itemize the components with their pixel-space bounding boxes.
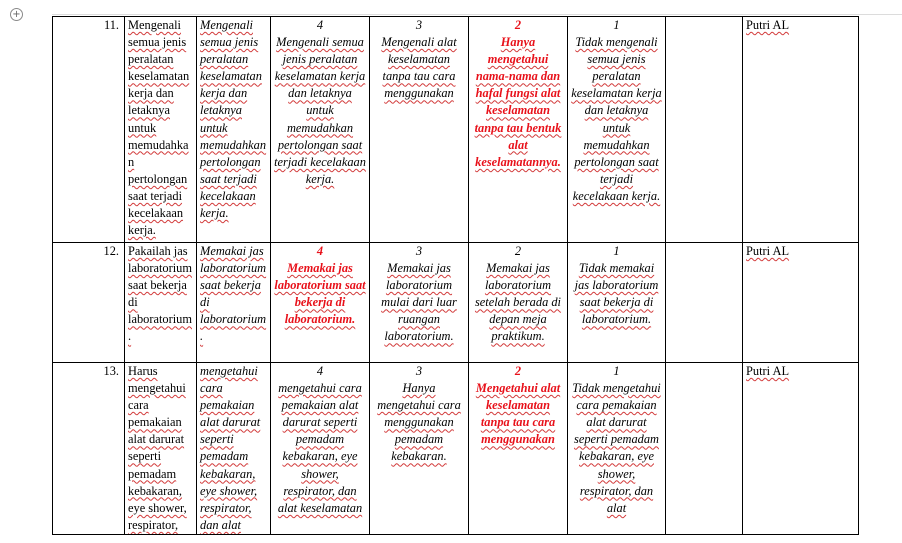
score-4-cell[interactable] — [271, 17, 370, 243]
indicator-cell[interactable] — [197, 363, 271, 535]
score-3-cell[interactable] — [370, 243, 469, 363]
criterion-number: 11. — [53, 17, 125, 243]
score-description: Hanya mengetahui cara menggunakan pemadam kebakaran. — [377, 381, 461, 464]
cell-text: Mengenali semua jenis peralatan keselamatan kerja dan letaknya untuk memudahkan pertolongan saat terjadi kecelakaan kerja. — [200, 18, 267, 221]
score-4-cell[interactable] — [271, 243, 370, 363]
cell-text: Putri AL — [746, 18, 790, 32]
cell-text: Putri AL — [746, 364, 790, 378]
indicator-cell[interactable] — [197, 243, 271, 363]
score-2-cell[interactable] — [469, 243, 568, 363]
score-description: Tidak memakai jas laboratorium saat bekerja di laboratorium. — [574, 261, 659, 327]
score-description: Mengenali semua jenis peralatan keselamatan kerja dan letaknya untuk memudahkan pertolongan saat terjadi kecelakaan kerja. — [274, 35, 366, 186]
table-move-handle-icon[interactable]: + — [10, 8, 23, 21]
cell-text: Pakailah jas laboratorium saat bekerja di laboratorium. — [128, 244, 192, 344]
score-level-number: 4 — [316, 18, 324, 32]
score-1-cell[interactable] — [568, 17, 666, 243]
cell-text: Memakai jas laboratorium saat bekerja di laboratorium. — [200, 244, 267, 344]
cell-text: Harus mengetahui cara pemakaian alat darurat seperti pemadam kebakaran, eye shower, respirator, — [128, 364, 187, 532]
rubric-table — [52, 16, 859, 535]
score-description: Hanya mengetahui nama-nama dan hafal fungsi alat keselamatan tanpa tau bentuk alat keselamatannya. — [474, 35, 562, 169]
score-level-number: 4 — [316, 244, 324, 258]
score-level-number: 2 — [514, 244, 522, 258]
score-level-number: 2 — [514, 364, 522, 378]
table-row — [53, 363, 859, 535]
score-level-number: 1 — [613, 244, 620, 258]
blank-cell[interactable] — [666, 243, 743, 363]
score-level-number: 1 — [613, 364, 620, 378]
score-3-cell[interactable] — [370, 363, 469, 535]
indicator-cell[interactable] — [197, 17, 271, 243]
cell-text: Putri AL — [746, 244, 790, 258]
score-3-cell[interactable] — [370, 17, 469, 243]
cell-text: mengetahui cara pemakaian alat darurat seperti pemadam kebakaran, eye shower, respirator, dan alat — [200, 364, 261, 532]
score-level-number: 2 — [514, 18, 522, 32]
blank-cell[interactable] — [666, 17, 743, 243]
score-1-cell[interactable] — [568, 243, 666, 363]
score-level-number: 3 — [415, 244, 423, 258]
criterion-cell[interactable] — [125, 363, 197, 535]
score-1-cell[interactable] — [568, 363, 666, 535]
blank-cell[interactable] — [666, 363, 743, 535]
score-2-cell[interactable] — [469, 363, 568, 535]
author-cell[interactable] — [743, 17, 859, 243]
score-description: Mengenali alat keselamatan tanpa tau cara menggunakan — [381, 35, 457, 101]
score-description: Memakai jas laboratorium mulai dari luar ruangan laboratorium. — [381, 261, 457, 344]
score-level-number: 1 — [613, 18, 620, 32]
score-2-cell[interactable] — [469, 17, 568, 243]
score-4-cell[interactable] — [271, 363, 370, 535]
score-level-number: 4 — [316, 364, 324, 378]
score-description: Tidak mengenali semua jenis peralatan keselamatan kerja dan letaknya untuk memudahkan pertolongan saat terjadi kecelakaan kerja. — [571, 35, 662, 203]
table-row — [53, 243, 859, 363]
author-cell[interactable] — [743, 243, 859, 363]
score-level-number: 3 — [415, 364, 423, 378]
criterion-cell[interactable] — [125, 17, 197, 243]
cell-text: Mengenali semua jenis peralatan keselamatan kerja dan letaknya untuk memudahkan pertolongan saat terjadi kecelakaan kerja. — [128, 18, 190, 238]
score-description: Memakai jas laboratorium saat bekerja di laboratorium. — [274, 261, 366, 327]
table-row — [53, 17, 859, 243]
score-description: mengetahui cara pemakaian alat darurat seperti pemadam kebakaran, eye shower, respirator, dan alat keselamatan — [277, 381, 363, 515]
page-edge — [52, 14, 902, 15]
criterion-cell[interactable] — [125, 243, 197, 363]
author-cell[interactable] — [743, 363, 859, 535]
score-description: Memakai jas laboratorium setelah berada di depan meja praktikum. — [474, 261, 562, 344]
score-description: Tidak mengetahui cara pemakaian alat darurat seperti pemadam kebakaran, eye shower, respirator, dan alat — [572, 381, 661, 515]
score-level-number: 3 — [415, 18, 423, 32]
criterion-number: 13. — [53, 363, 125, 535]
score-description: Mengetahui alat keselamatan tanpa tau cara menggunakan — [475, 381, 561, 447]
criterion-number: 12. — [53, 243, 125, 363]
